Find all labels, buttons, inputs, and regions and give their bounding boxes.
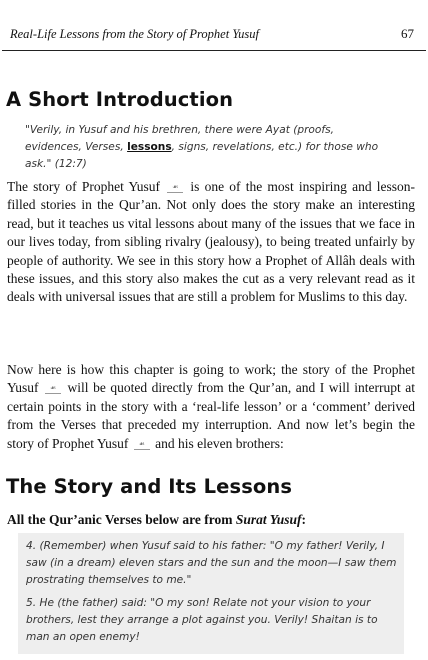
running-title: Real-Life Lessons from the Story of Prophet Yusuf — [10, 27, 259, 41]
quote-text-before: "Verily, in Yusuf and his brethren, there were Ayat (proofs, evidences, Verses, — [25, 124, 335, 153]
section-heading-introduction: A Short Introduction — [6, 88, 234, 111]
quote-highlight-lessons: lessons — [127, 141, 172, 153]
honorific-icon: ☙ — [45, 384, 61, 394]
intro-paragraph-2 — [7, 361, 415, 453]
honorific-icon: ☙ — [134, 440, 150, 450]
intro-quote — [25, 122, 380, 173]
para2-text-a: Now here is how this chapter is going to work; the story of the Prophet Yusuf — [7, 362, 415, 396]
verse-4: 4. (Remember) when Yusuf said to his father: "O my father! Verily, I saw (in a dream) eleven stars and the sun and the moon—I saw them prostrating themselves to me." — [18, 533, 404, 597]
verse-5: 5. He (the father) said: "O my son! Relate not your vision to your brothers, lest they arrange a plot against you. Verily! Shaitan is to man an open enemy! — [18, 590, 404, 654]
page-number: 67 — [401, 26, 414, 41]
verses-source-surah: Surat Yusuf — [235, 512, 302, 527]
para2-text-c: and his eleven brothers: — [155, 435, 284, 451]
quote-text-after: , signs, revelations, etc.) for those who ask." (12:7) — [25, 141, 379, 170]
para2-text-b: will be quoted directly from the Qur’an, and I will interrupt at certain points in the story with a ‘real-life lesson’ or a ‘comment’ derived from the Verses that preceded my interruption. And now let’s begin the story of Prophet Yusuf — [7, 380, 415, 451]
para1-text-b: is one of the most inspiring and lesson-filled stories in the Qur’an. Not only does the story make an interesting read, but it teaches us vital lessons about many of the issues that we face in our lives today, from sibling rivalry (jealousy), to being treated unfairly by people of authority. We see in this story how a Prophet of Allâh deals with these issues, and this story also makes the cut as a very relevant read as it deals with universal issues that are still a problem for Muslims to this day. — [7, 179, 416, 305]
page-header — [10, 27, 416, 45]
section-heading-story: The Story and Its Lessons — [6, 475, 293, 498]
para1-text-a: The story of Prophet Yusuf — [7, 179, 161, 194]
verses-source-line — [7, 512, 306, 528]
verses-source-label: All the Qur’anic Verses below are from — [7, 512, 236, 527]
header-rule — [2, 50, 426, 51]
intro-paragraph-1 — [7, 178, 415, 307]
honorific-icon: ☙ — [167, 183, 183, 193]
verses-source-colon: : — [301, 512, 307, 527]
